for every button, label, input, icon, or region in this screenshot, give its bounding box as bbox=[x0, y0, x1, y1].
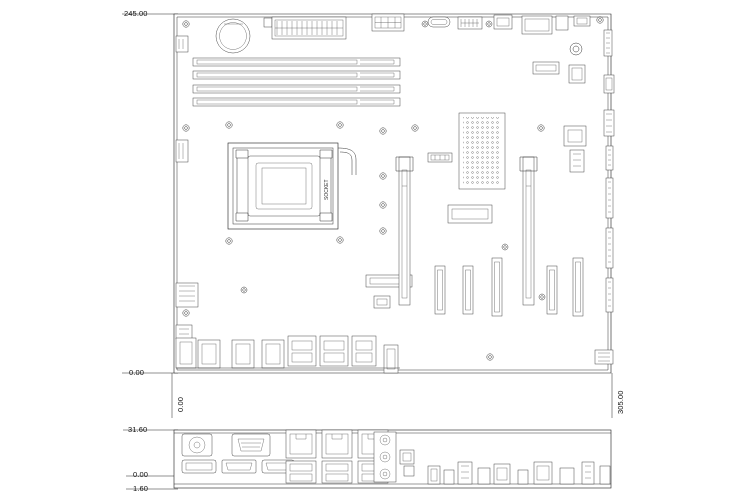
dim-top-origin: 0.00 bbox=[129, 368, 144, 377]
atx-24pin-connector bbox=[272, 17, 346, 39]
dim-io-origin: 0.00 bbox=[133, 470, 148, 479]
usb-c-header bbox=[428, 17, 450, 27]
dim-top-height: 245.00 bbox=[124, 9, 148, 18]
audio-jack-stack bbox=[374, 432, 396, 482]
vga-port bbox=[232, 434, 270, 456]
pcie-x1-slot-1 bbox=[492, 258, 502, 316]
usb-header-top bbox=[458, 17, 482, 29]
svg-text:SOCKET: SOCKET bbox=[324, 179, 330, 200]
dim-io-height: 31.60 bbox=[128, 425, 148, 434]
hdmi-port bbox=[222, 460, 256, 473]
pcie-x4-slot-1 bbox=[435, 266, 445, 314]
pcie-x1-slot-2 bbox=[573, 258, 583, 316]
pcie-x4-slot-3 bbox=[547, 266, 557, 314]
dim-top-origin-vertical: 0.00 bbox=[176, 397, 185, 412]
rear-io-view bbox=[174, 430, 611, 488]
m2-slot-top bbox=[428, 153, 452, 162]
displayport-port bbox=[182, 460, 216, 473]
pcie-x4-slot-2 bbox=[463, 266, 473, 314]
chipset-heatsink bbox=[459, 113, 505, 189]
cmos-battery bbox=[216, 19, 250, 53]
dimm-slot-1 bbox=[193, 58, 400, 66]
fan-header-top bbox=[494, 15, 512, 29]
dimm-slot-4 bbox=[193, 98, 400, 106]
dim-board-width: 305.00 bbox=[616, 390, 625, 414]
top-view bbox=[174, 14, 614, 373]
usb-port-stack bbox=[286, 461, 388, 483]
cpu-socket bbox=[228, 143, 356, 229]
cpu-8pin-connector bbox=[372, 14, 404, 31]
ps2-port bbox=[182, 434, 212, 456]
lan-rj45-port bbox=[286, 430, 388, 458]
dimm-slot-2 bbox=[193, 71, 400, 79]
m2-slot-mid bbox=[448, 205, 492, 223]
dim-io-offset: 1.60 bbox=[133, 484, 148, 493]
dimm-slot-3 bbox=[193, 85, 400, 93]
